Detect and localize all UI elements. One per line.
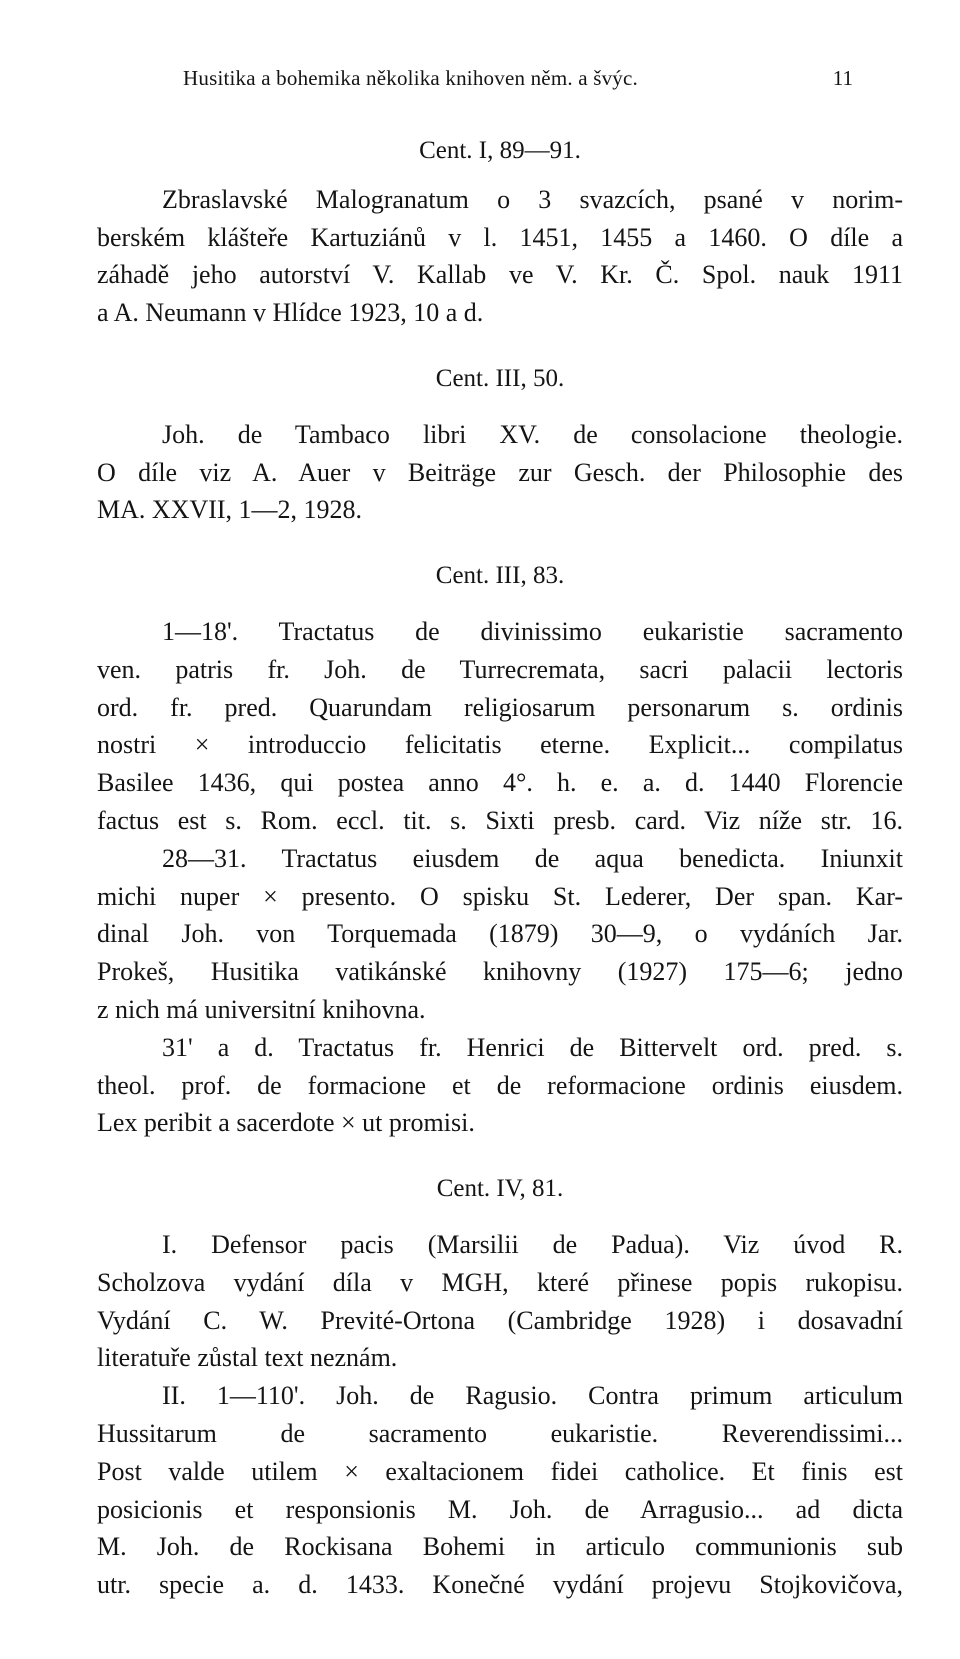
text-line: ord. fr. pred. Quarundam religiosarum personarum s. ordinis [97, 692, 903, 722]
text-line: michi nuper × presento. O spisku St. Lederer, Der span. Kar- [97, 881, 903, 911]
text-line: theol. prof. de formacione et de reformacione ordinis eiusdem. [97, 1070, 903, 1100]
text-line: a A. Neumann v Hlídce 1923, 10 a d. [97, 298, 484, 328]
section-heading: Cent. IV, 81. [436, 1175, 564, 1203]
text-line: II. 1—110'. Joh. de Ragusio. Contra primum articulum [162, 1381, 903, 1411]
text-line: 1—18'. Tractatus de divinissimo eukaristie sacramento [162, 616, 903, 646]
text-line: Scholzova vydání díla v MGH, které přinese popis rukopisu. [97, 1267, 903, 1297]
page-header [183, 66, 853, 106]
running-title: Husitika a bohemika několika knihoven něm. a švýc. [183, 66, 638, 90]
text-line: Prokeš, Husitika vatikánské knihovny (1927) 175—6; jedno [97, 957, 903, 987]
section-heading: Cent. III, 83. [435, 562, 565, 590]
text-line: 31' a d. Tractatus fr. Henrici de Bittervelt ord. pred. s. [162, 1032, 903, 1062]
text-line: posicionis et responsionis M. Joh. de Arragusio... ad dicta [97, 1494, 903, 1524]
text-line: z nich má universitní knihovna. [97, 994, 426, 1024]
text-line: literatuře zůstal text neznám. [97, 1343, 398, 1373]
page-number: 11 [832, 66, 853, 90]
text-line: Vydání C. W. Previté-Ortona (Cambridge 1928) i dosavadní [97, 1305, 903, 1335]
text-line: nostri × introduccio felicitatis eterne. Explicit... compilatus [97, 730, 903, 760]
text-line: 28—31. Tractatus eiusdem de aqua benedicta. Iniunxit [162, 843, 903, 873]
text-line: dinal Joh. von Torquemada (1879) 30—9, o vydáních Jar. [97, 919, 903, 949]
text-line: berském klášteře Kartuziánů v l. 1451, 1455 a 1460. O díle a [97, 222, 903, 252]
text-line: Post valde utilem × exaltacionem fidei catholice. Et finis est [97, 1456, 903, 1486]
section-heading: Cent. III, 50. [435, 364, 565, 392]
page-body [97, 132, 903, 1604]
text-line: MA. XXVII, 1—2, 1928. [97, 495, 363, 525]
text-line: I. Defensor pacis (Marsilii de Padua). Viz úvod R. [162, 1229, 903, 1259]
text-line: Basilee 1436, qui postea anno 4°. h. e. a. d. 1440 Florencie [97, 768, 903, 798]
text-line: factus est s. Rom. eccl. tit. s. Sixti presb. card. Viz níže str. 16. [97, 805, 903, 835]
section-heading: Cent. I, 89—91. [419, 137, 581, 164]
text-line: Joh. de Tambaco libri XV. de consolacione theologie. [162, 419, 903, 449]
text-line: Hussitarum de sacramento eukaristie. Reverendissimi... [97, 1418, 903, 1448]
text-line: utr. specie a. d. 1433. Konečné vydání projevu Stojkovičova, [97, 1570, 903, 1600]
text-line: ven. patris fr. Joh. de Turrecremata, sacri palacii lectoris [97, 654, 903, 684]
text-line: M. Joh. de Rockisana Bohemi in articulo communionis sub [97, 1532, 903, 1562]
text-line: O díle viz A. Auer v Beiträge zur Gesch. der Philosophie des [97, 457, 903, 487]
text-line: záhadě jeho autorství V. Kallab ve V. Kr. Č. Spol. nauk 1911 [97, 260, 903, 290]
text-line: Lex peribit a sacerdote × ut promisi. [97, 1108, 475, 1138]
text-line: Zbraslavské Malogranatum o 3 svazcích, psané v norim- [162, 184, 903, 214]
